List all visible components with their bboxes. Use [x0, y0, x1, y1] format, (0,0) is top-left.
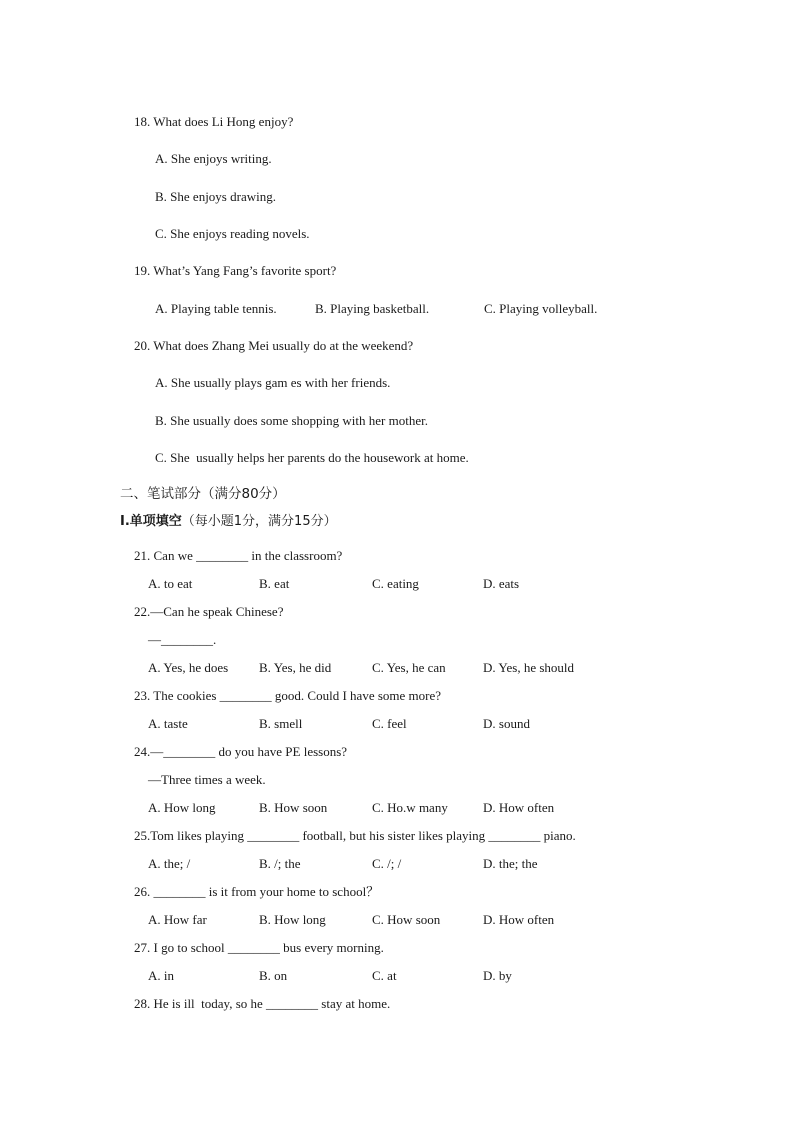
question-24-answer-line: —Three times a week.	[148, 772, 266, 787]
question-19-stem: 19. What’s Yang Fang’s favorite sport?	[134, 263, 337, 278]
question-22-answer-line: —________.	[148, 632, 217, 647]
question-26-option-d: D. How often	[483, 912, 555, 927]
question-27-option-a: A. in	[148, 968, 174, 983]
question-21-stem: 21. Can we ________ in the classroom?	[134, 548, 343, 563]
question-25-option-b: B. /; the	[259, 856, 301, 871]
question-18-option-b: B. She enjoys drawing.	[155, 189, 276, 204]
question-25-option-c: C. /; /	[372, 856, 402, 871]
subsection-heading	[120, 514, 337, 530]
question-23-option-a: A. taste	[148, 716, 188, 731]
question-27-option-d: D. by	[483, 968, 512, 983]
question-26-option-a: A. How far	[148, 912, 207, 927]
question-20-option-a: A. She usually plays gam es with her friends.	[155, 375, 391, 390]
question-21-option-d: D. eats	[483, 576, 520, 591]
question-25-stem: 25.Tom likes playing ________ football, but his sister likes playing ________ piano.	[134, 828, 576, 843]
question-26-option-c: C. How soon	[372, 912, 441, 927]
question-18-option-c: C. She enjoys reading novels.	[155, 226, 310, 241]
question-25-option-a: A. the; /	[148, 856, 191, 871]
question-21-option-b: B. eat	[259, 576, 290, 591]
question-27-option-b: B. on	[259, 968, 288, 983]
section-heading: 二、笔试部分（满分80分）	[120, 486, 286, 502]
question-21-option-c: C. eating	[372, 576, 419, 591]
question-20-option-c: C. She usually helps her parents do the housework at home.	[155, 450, 469, 465]
subsection-title: Ⅰ.单项填空	[120, 514, 182, 529]
question-23-stem: 23. The cookies ________ good. Could I have some more?	[134, 688, 442, 703]
question-24-option-c: C. Ho.w many	[372, 800, 448, 815]
question-27-option-c: C. at	[372, 968, 397, 983]
question-22-option-b: B. Yes, he did	[259, 660, 332, 675]
question-25-option-d: D. the; the	[483, 856, 538, 871]
question-23-option-b: B. smell	[259, 716, 303, 731]
question-24-option-d: D. How often	[483, 800, 555, 815]
question-19-option-b: B. Playing basketball.	[315, 301, 430, 316]
question-23-option-c: C. feel	[372, 716, 407, 731]
question-21-option-a: A. to eat	[148, 576, 193, 591]
question-22-option-a: A. Yes, he does	[148, 660, 229, 675]
question-26-stem: 26. ________ is it from your home to school？	[134, 884, 380, 899]
question-22-option-d: D. Yes, he should	[483, 660, 575, 675]
question-20-stem: 20. What does Zhang Mei usually do at the weekend?	[134, 338, 414, 353]
question-19-option-a: A. Playing table tennis.	[155, 301, 277, 316]
question-28-stem: 28. He is ill today, so he ________ stay at home.	[134, 996, 391, 1011]
question-22-option-c: C. Yes, he can	[372, 660, 446, 675]
subsection-note: （每小题1分，满分15分）	[181, 514, 337, 529]
question-24-stem: 24.—________ do you have PE lessons?	[134, 744, 348, 759]
question-19-option-c: C. Playing volleyball.	[484, 301, 598, 316]
question-24-option-a: A. How long	[148, 800, 216, 815]
question-22-stem: 22.—Can he speak Chinese?	[134, 604, 284, 619]
question-26-option-b: B. How long	[259, 912, 326, 927]
question-18-stem: 18. What does Li Hong enjoy?	[134, 114, 294, 129]
question-23-option-d: D. sound	[483, 716, 530, 731]
question-20-option-b: B. She usually does some shopping with her mother.	[155, 413, 428, 428]
question-18-option-a: A. She enjoys writing.	[155, 151, 272, 166]
question-27-stem: 27. I go to school ________ bus every morning.	[134, 940, 384, 955]
question-24-option-b: B. How soon	[259, 800, 328, 815]
